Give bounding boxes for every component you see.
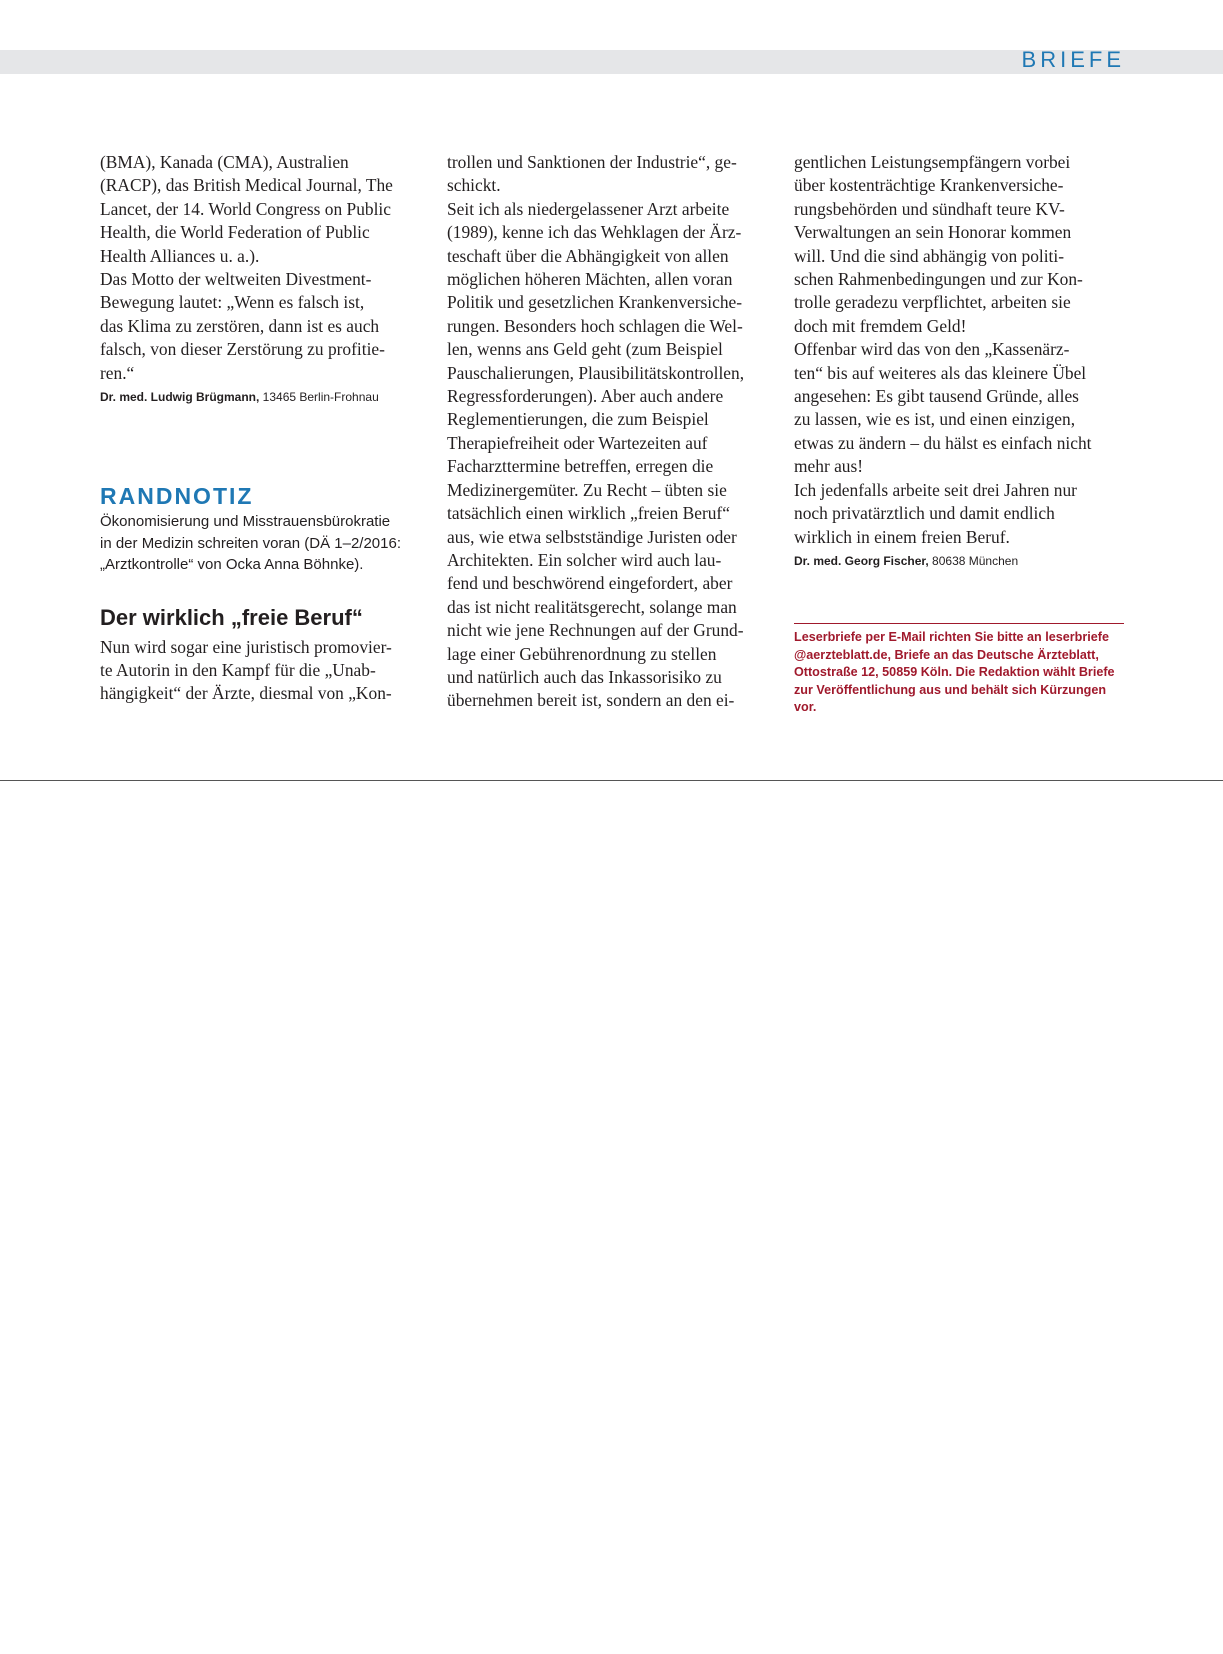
rubric-reference: Ökonomisierung und Misstrauensbürokratie in der Medizin schreiten voran (DÄ 1–2/2016: „Arztkontrolle“ von Ocka Anna Böhnke). <box>100 513 401 574</box>
submission-notice: Leserbriefe per E-Mail richten Sie bitte an leserbriefe @aerzteblatt.de, Briefe an das Deutsche Ärzteblatt, Ottostraße 12, 50859 Köln. Die Redaktion wählt Briefe zur Veröffentlichung aus und behält sich Kürzungen vor. <box>794 629 1115 715</box>
column-3 <box>794 151 1124 717</box>
notice-divider <box>794 623 1124 624</box>
signature-1 <box>100 389 430 405</box>
letter-text-4: gentlichen Leistungsempfängern vorbei über kostenträchtige Krankenversiche- rungsbehörden und sündhaft teure KV- Verwaltungen an sein Honorar kommen will. Und die sind abhängig von politi- schen Rahmenbedingungen und zur Kon- trolle geradezu verpflichtet, arbeiten sie doch mit fremdem Geld! Offenbar wird das von den „Kassenärz- ten“ bis auf weiteres als das kleinere Übel angesehen: Es gibt tausend Gründe, alles zu lassen, wie es ist, und einen einzigen, etwas zu ändern – du hälst es einfach nicht mehr aus! Ich jedenfalls arbeite seit drei Jahren nur noch privatärztlich und damit endlich wirklich in einem freien Beruf. <box>794 152 1092 547</box>
column-1 <box>100 151 430 706</box>
letter-text-3: trollen und Sanktionen der Industrie“, ge- schickt. Seit ich als niedergelassener Arzt arbeite (1989), kenne ich das Wehklagen der Ärz- teschaft über die Abhängigkeit von allen möglichen höheren Mächten, allen voran Politik und gesetzlichen Krankenversiche- rungen. Besonders hoch schlagen die Wel- len, wenns ans Geld geht (zum Beispiel Pauschalierungen, Plausibilitätskontrollen, Regressforderungen). Aber auch andere Reglementierungen, die zum Beispiel Therapiefreiheit oder Wartezeiten auf Facharzttermine betreffen, erregen die Medizinergemüter. Zu Recht – übten sie tatsächlich einen wirklich „freien Beruf“ aus, wie etwa selbstständige Juristen oder Architekten. Ein solcher wird auch lau- fend und beschwörend eingefordert, aber das ist nicht realitätsgerecht, solange man nicht wie jene Rechnungen auf der Grund- lage einer Gebührenordnung zu stellen und natürlich auch das Inkassorisiko zu übernehmen bereit ist, sondern an den ei- <box>447 152 745 711</box>
letter-headline: Der wirklich „freie Beruf“ <box>100 604 363 630</box>
section-label: BRIEFE <box>1021 47 1125 72</box>
signature-place-2: 80638 München <box>928 553 1019 568</box>
letter-text-2: Nun wird sogar eine juristisch promovier- te Autorin in den Kampf für die „Unab- hängigkeit“ der Ärzte, diesmal von „Kon- <box>100 636 392 704</box>
page-divider <box>0 780 1223 781</box>
rubric-title: RANDNOTIZ <box>100 483 254 510</box>
signature-2 <box>794 553 1124 569</box>
signature-name-2: Dr. med. Georg Fischer, <box>794 553 929 568</box>
letter-text-1: (BMA), Kanada (CMA), Australien (RACP), das British Medical Journal, The Lancet, der 14. World Congress on Public Health, die World Federation of Public Health Alliances u. a.). Das Motto der weltweiten Divestment- Bewegung lautet: „Wenn es falsch ist, das Klima zu zerstören, dann ist es auch falsch, von dieser Zerstörung zu profitie- ren.“ <box>100 152 393 383</box>
signature-place-1: 13465 Berlin-Frohnau <box>259 390 379 405</box>
column-2 <box>447 151 777 713</box>
signature-name-1: Dr. med. Ludwig Brügmann, <box>100 390 260 405</box>
